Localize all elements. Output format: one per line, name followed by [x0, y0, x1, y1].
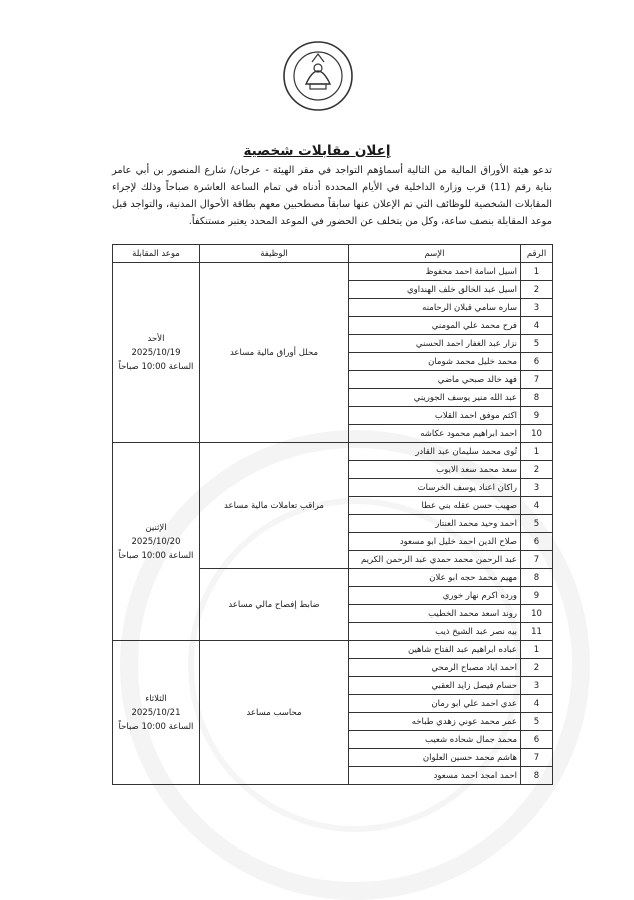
row-name: محمد خليل محمد شومان — [349, 353, 521, 371]
interview-table — [112, 244, 553, 785]
interview-day: الإثنين — [145, 522, 167, 533]
row-name: صلاح الدين احمد خليل ابو مسعود — [349, 533, 521, 551]
row-name: مهيم محمد حجه ابو علان — [349, 569, 521, 587]
row-name: اسيل عبد الخالق خلف الهنداوي — [349, 281, 521, 299]
row-name: عدي احمد علي ابو رمان — [349, 695, 521, 713]
row-num: 2 — [521, 659, 553, 677]
row-num: 3 — [521, 479, 553, 497]
interview-time: الساعة 10:00 صباحاً — [118, 721, 194, 732]
row-num: 7 — [521, 371, 553, 389]
page-title: إعلان مقابلات شخصية — [243, 143, 391, 159]
interview-date-cell — [113, 443, 200, 641]
row-num: 11 — [521, 623, 553, 641]
row-num: 8 — [521, 767, 553, 785]
row-name: اكثم موفق احمد القلاب — [349, 407, 521, 425]
row-name: محمد جمال شحاده شعيب — [349, 731, 521, 749]
row-num: 10 — [521, 605, 553, 623]
table-row — [113, 263, 553, 281]
row-name: فرح محمد علي المومني — [349, 317, 521, 335]
row-name: حسام فيصل زايد العقبي — [349, 677, 521, 695]
row-num: 7 — [521, 551, 553, 569]
row-num: 4 — [521, 695, 553, 713]
row-name: عباده ابراهيم عبد الفتاح شاهين — [349, 641, 521, 659]
header-name: الإسم — [349, 245, 521, 263]
row-num: 8 — [521, 569, 553, 587]
row-num: 9 — [521, 407, 553, 425]
row-num: 6 — [521, 533, 553, 551]
row-name: روند اسعد محمد الخطيب — [349, 605, 521, 623]
row-num: 6 — [521, 353, 553, 371]
row-name: فهد خالد صبحي ماضي — [349, 371, 521, 389]
row-name: راكان اعناد يوسف الخرسات — [349, 479, 521, 497]
table-header-row — [113, 245, 553, 263]
row-num: 1 — [521, 263, 553, 281]
row-num: 4 — [521, 497, 553, 515]
row-num: 1 — [521, 641, 553, 659]
interview-date: 2025/10/20 — [131, 536, 181, 547]
row-num: 1 — [521, 443, 553, 461]
row-name: نزار عبد الغفار احمد الحسني — [349, 335, 521, 353]
interview-date: 2025/10/21 — [131, 707, 181, 718]
row-name: هاشم محمد حسين العلوان — [349, 749, 521, 767]
job-title: محاسب مساعد — [200, 641, 349, 785]
row-num: 4 — [521, 317, 553, 335]
interview-date-cell — [113, 263, 200, 443]
row-name: سعد محمد سعد الايوب — [349, 461, 521, 479]
row-num: 3 — [521, 299, 553, 317]
row-num: 5 — [521, 515, 553, 533]
job-title: محلل أوراق مالية مساعد — [200, 263, 349, 443]
row-num: 8 — [521, 389, 553, 407]
row-name: احمد ابراهيم محمود عكاشه — [349, 425, 521, 443]
interview-date: 2025/10/19 — [131, 347, 181, 358]
row-num: 3 — [521, 677, 553, 695]
row-num: 6 — [521, 731, 553, 749]
header-num: الرقم — [521, 245, 553, 263]
row-num: 5 — [521, 335, 553, 353]
table-row — [113, 641, 553, 659]
interview-time: الساعة 10:00 صباحاً — [118, 550, 194, 561]
row-name: بيه نصر عبد الشيخ ذيب — [349, 623, 521, 641]
row-name: صهيب حسن عقله بني عطا — [349, 497, 521, 515]
interview-day: الأحد — [147, 333, 165, 344]
row-name: عمر محمد عوني زهدي طباخه — [349, 713, 521, 731]
intro-paragraph: تدعو هيئة الأوراق المالية من التالية أسماؤهم التواجد في مقر الهيئة - عرجان/ شارع المنصور بن أبي عامر بناية رقم (11) قرب وزارة الداخلية في الأيام المحددة أدناه في تمام الساعة العاشرة صباحاً وذلك لإجراء المقابلات الشخصية للوظائف التي تم الإعلان عنها سابقاً مصطحبين معهم بطاقة الأحوال المدنية، والتواجد قبل موعد المقابلة بنصف ساعة، وكل من يتخلف عن الحضور في الموعد المحدد يعتبر مستنكفاً. — [112, 165, 552, 227]
job-title: مراقب تعاملات مالية مساعد — [200, 443, 349, 569]
row-name: احمد اياد مصباح الرمحي — [349, 659, 521, 677]
job-title: ضابط إفصاح مالي مساعد — [200, 569, 349, 641]
row-num: 7 — [521, 749, 553, 767]
row-num: 2 — [521, 461, 553, 479]
row-name: ورده اكرم نهار خوري — [349, 587, 521, 605]
row-name: تُوى محمد سليمان عبد القادر — [349, 443, 521, 461]
row-num: 9 — [521, 587, 553, 605]
row-name: عبد الله منير يوسف الجوريني — [349, 389, 521, 407]
row-name: عبد الرحمن محمد حمدي عبد الرحمن الكريم — [349, 551, 521, 569]
row-name: احمد وحيد محمد العنتار — [349, 515, 521, 533]
row-name: اسيل اسامة احمد محفوظ — [349, 263, 521, 281]
jsc-logo-icon — [282, 40, 354, 112]
row-name: احمد امجد احمد مسعود — [349, 767, 521, 785]
interview-day: الثلاثاء — [145, 693, 167, 704]
row-name: ساره سامي قبلان الرحامنه — [349, 299, 521, 317]
row-num: 2 — [521, 281, 553, 299]
table-row — [113, 443, 553, 461]
row-num: 10 — [521, 425, 553, 443]
header-job: الوظيفة — [200, 245, 349, 263]
interview-date-cell — [113, 641, 200, 785]
header-date: موعد المقابلة — [113, 245, 200, 263]
interview-time: الساعة 10:00 صباحاً — [118, 361, 194, 372]
row-num: 5 — [521, 713, 553, 731]
